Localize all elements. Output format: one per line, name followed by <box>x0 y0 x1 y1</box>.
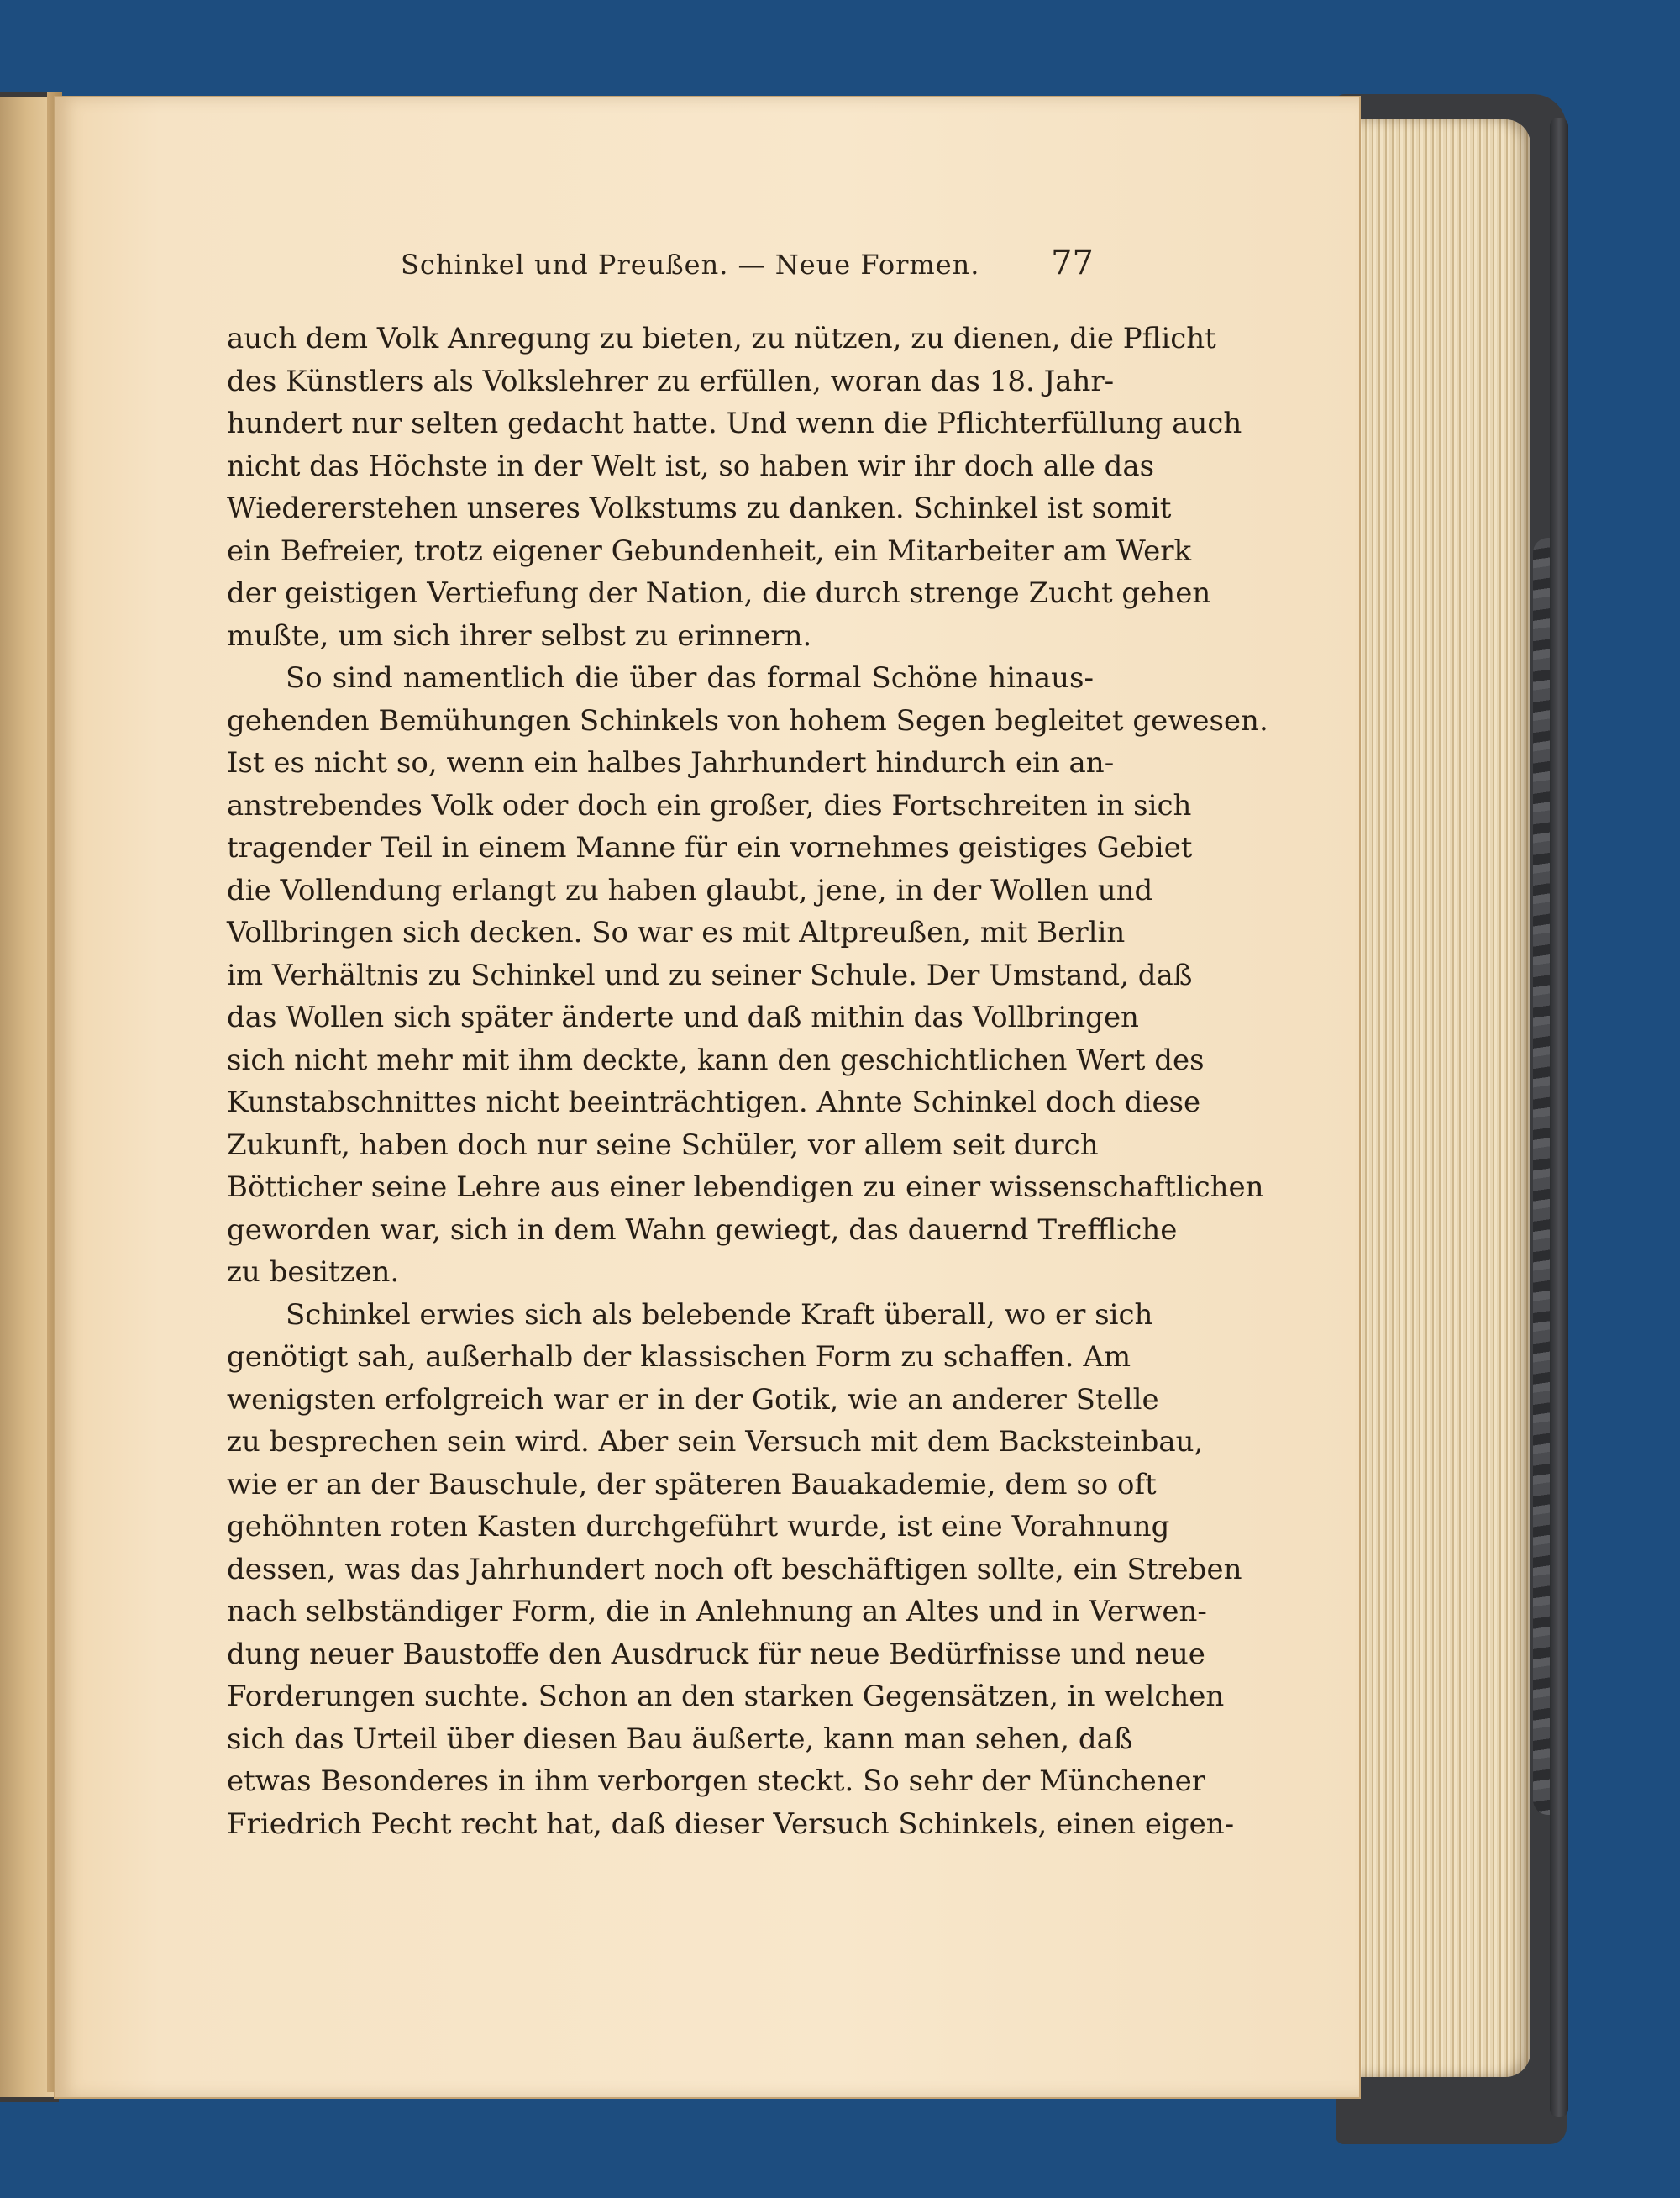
text-line: nicht das Höchste in der Welt ist, so haben wir ihr doch alle das <box>227 449 1155 483</box>
text-line: Bötticher seine Lehre aus einer lebendigen zu einer wissenschaftlichen <box>227 1170 1264 1204</box>
running-head: Schinkel und Preußen. — Neue Formen. <box>401 249 980 281</box>
text-line: sich nicht mehr mit ihm deckte, kann den geschichtlichen Wert des <box>227 1043 1205 1077</box>
text-line: nach selbständiger Form, die in Anlehnung an Altes und in Verwen- <box>227 1595 1207 1628</box>
text-line: dessen, was das Jahrhundert noch oft beschäftigen sollte, ein Streben <box>227 1552 1242 1586</box>
text-line: hundert nur selten gedacht hatte. Und wenn die Pflichterfüllung auch <box>227 407 1242 440</box>
text-line: das Wollen sich später änderte und daß mithin das Vollbringen <box>227 1001 1139 1034</box>
text-line: gehöhnten roten Kasten durchgeführt wurde, ist eine Vorahnung <box>227 1510 1170 1543</box>
text-line: Kunstabschnittes nicht beeinträchtigen. Ahnte Schinkel doch diese <box>227 1086 1201 1119</box>
text-line: Vollbringen sich decken. So war es mit Altpreußen, mit Berlin <box>227 916 1126 949</box>
text-line: Zukunft, haben doch nur seine Schüler, vor allem seit durch <box>227 1128 1099 1162</box>
text-line: Schinkel erwies sich als belebende Kraft überall, wo er sich <box>286 1297 1153 1332</box>
text-line: geworden war, sich in dem Wahn gewiegt, das dauernd Treffliche <box>227 1212 1178 1247</box>
text-line: genötigt sah, außerhalb der klassischen Form zu schaffen. Am <box>227 1340 1131 1374</box>
text-line: zu besitzen. <box>227 1255 400 1289</box>
text-line: dung neuer Baustoffe den Ausdruck für neue Bedürfnisse und neue <box>227 1637 1205 1671</box>
text-line: Forderungen suchte. Schon an den starken Gegensätzen, in welchen <box>227 1680 1225 1713</box>
body-text <box>227 318 1268 1845</box>
text-line: etwas Besonderes in ihm verborgen steckt. So sehr der Münchener <box>227 1764 1206 1798</box>
text-line: anstrebendes Volk oder doch ein großer, dies Fortschreiten in sich <box>227 788 1192 823</box>
text-line: wie er an der Bauschule, der späteren Bauakademie, dem so oft <box>227 1467 1157 1501</box>
text-line: gehenden Bemühungen Schinkels von hohem Segen begleitet gewesen. <box>227 703 1268 738</box>
text-line: ein Befreier, trotz eigener Gebundenheit, ein Mitarbeiter am Werk <box>227 534 1192 568</box>
text-line: die Vollendung erlangt zu haben glaubt, jene, in der Wollen und <box>227 873 1153 907</box>
text-line: im Verhältnis zu Schinkel und zu seiner Schule. Der Umstand, daß <box>227 958 1193 992</box>
text-line: Wiedererstehen unseres Volkstums zu danken. Schinkel ist somit <box>227 492 1172 525</box>
text-line: sich das Urteil über diesen Bau äußerte, kann man sehen, daß <box>227 1722 1133 1756</box>
text-line: Ist es nicht so, wenn ein halbes Jahrhundert hindurch ein an- <box>227 746 1115 780</box>
text-line: mußte, um sich ihrer selbst zu erinnern. <box>227 618 812 653</box>
text-line: des Künstlers als Volkslehrer zu erfüllen, woran das 18. Jahr- <box>227 364 1115 398</box>
text-line: der geistigen Vertiefung der Nation, die durch strenge Zucht gehen <box>227 576 1211 610</box>
text-line: tragender Teil in einem Manne für ein vornehmes geistiges Gebiet <box>227 831 1193 865</box>
text-line: zu besprechen sein wird. Aber sein Versuch mit dem Backsteinbau, <box>227 1425 1204 1459</box>
text-line: wenigsten erfolgreich war er in der Gotik, wie an anderer Stelle <box>227 1382 1159 1417</box>
text-line: auch dem Volk Anregung zu bieten, zu nützen, zu dienen, die Pflicht <box>227 322 1216 355</box>
page-number: 77 <box>1051 244 1094 282</box>
page-block-edges <box>1356 119 1530 2077</box>
text-line: Friedrich Pecht recht hat, daß dieser Versuch Schinkels, einen eigen- <box>227 1806 1235 1841</box>
cover-spine-edge <box>1550 118 1568 2117</box>
page-header <box>228 244 1094 294</box>
text-line: So sind namentlich die über das formal Schöne hinaus- <box>286 661 1094 695</box>
